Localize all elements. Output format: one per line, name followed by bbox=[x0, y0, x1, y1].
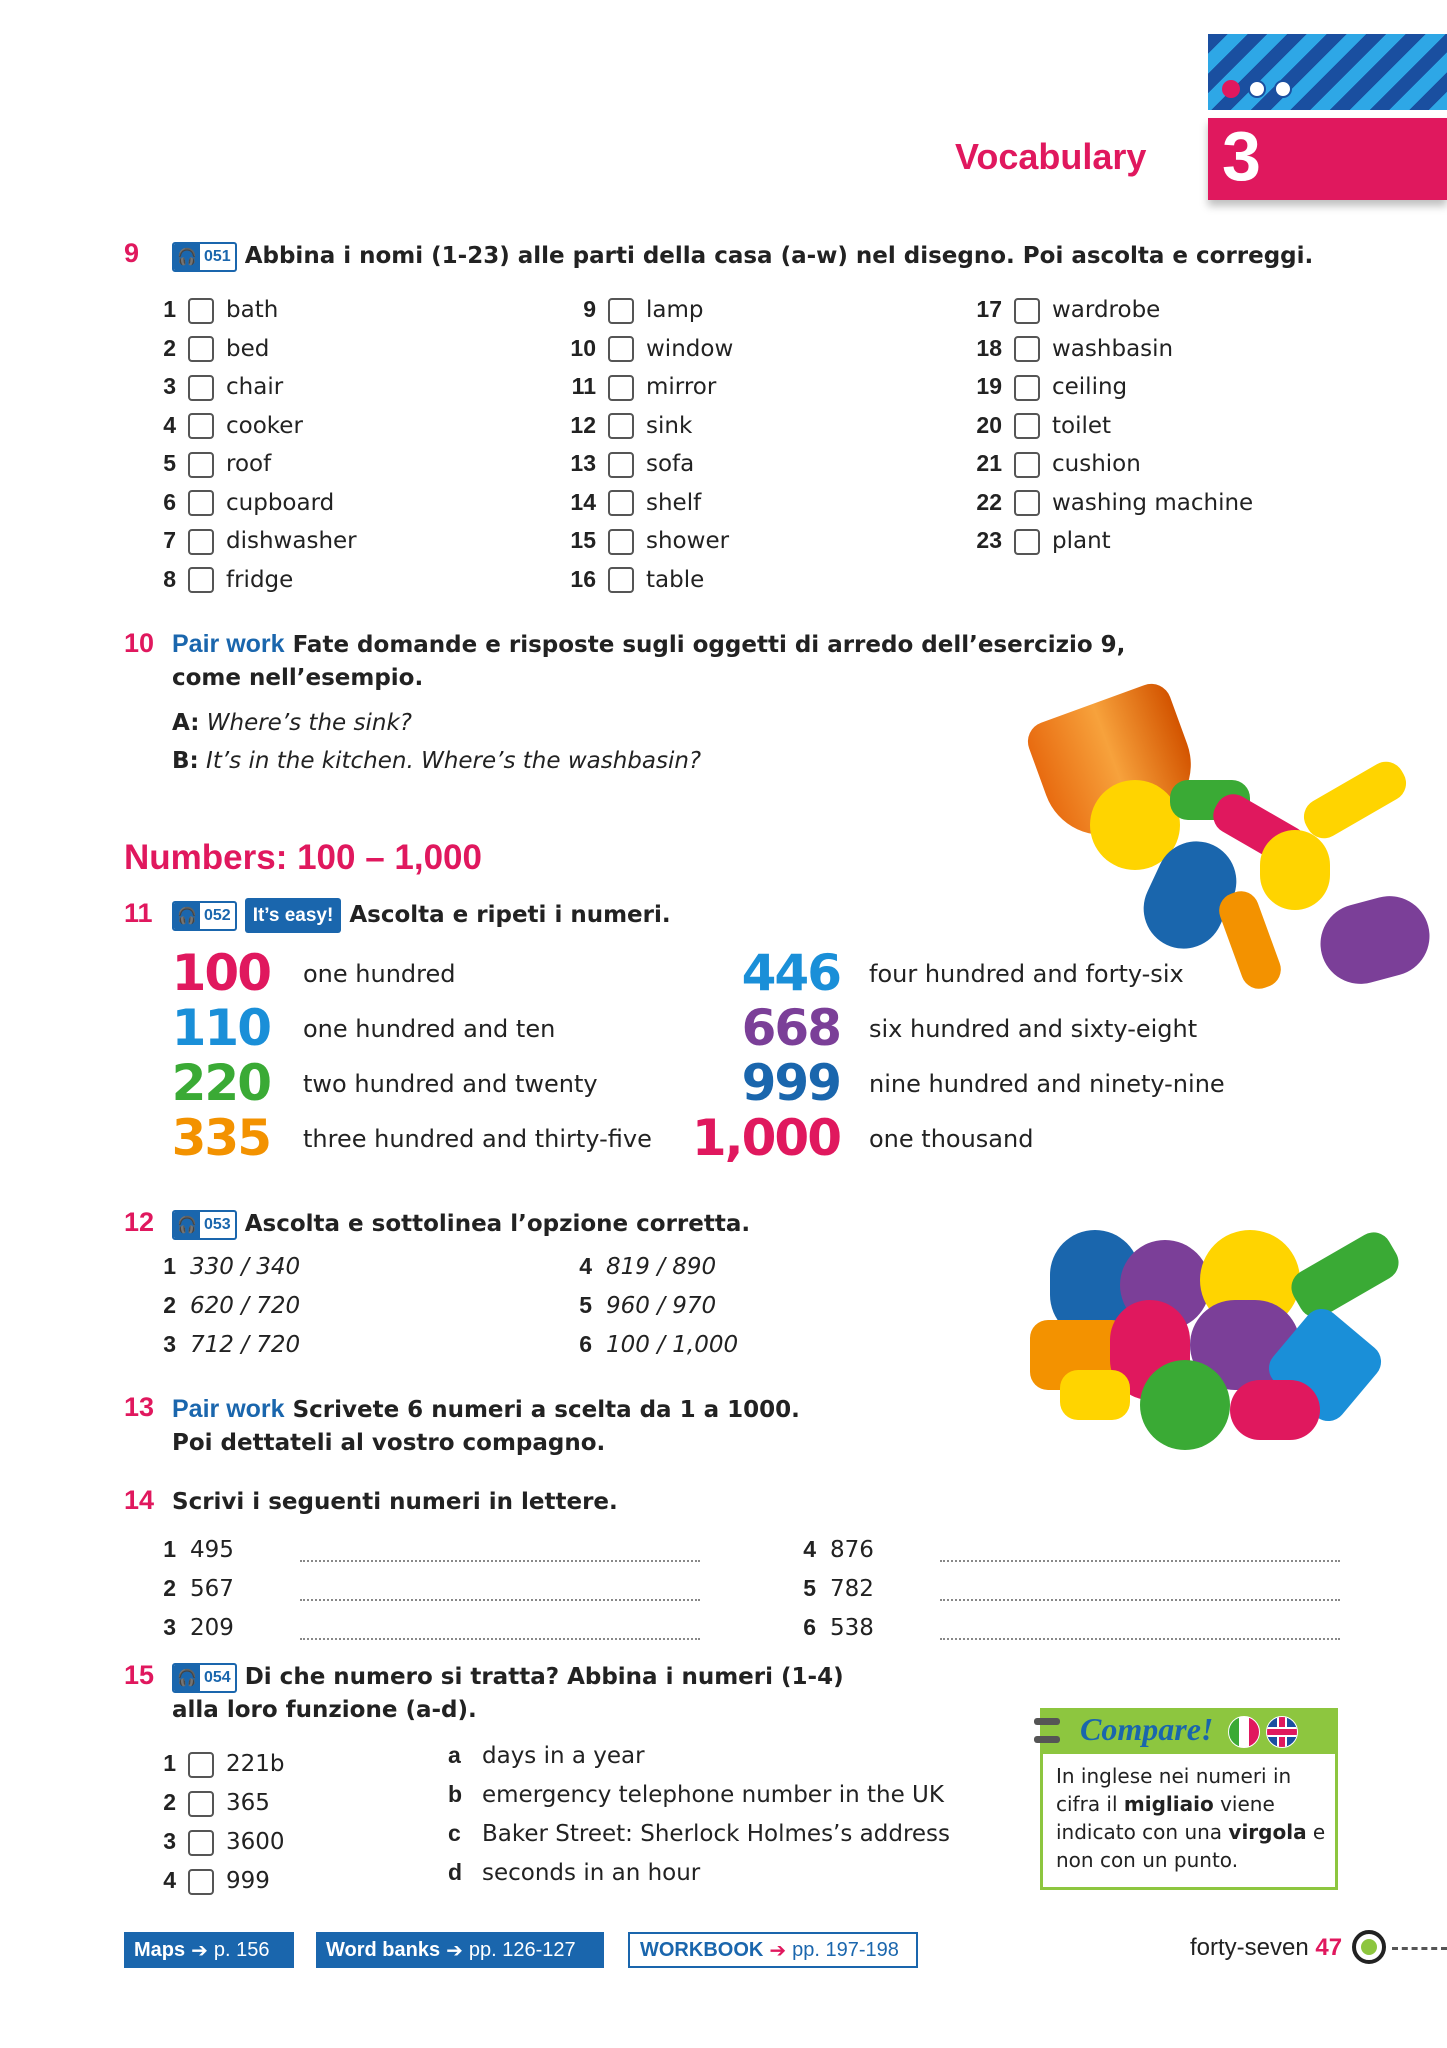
vocab-item: 15 shower bbox=[570, 527, 730, 554]
audio-track-button[interactable]: 🎧 052 bbox=[172, 901, 237, 931]
audio-track-button[interactable]: 🎧 054 bbox=[172, 1663, 237, 1693]
its-easy-badge: It’s easy! bbox=[245, 898, 342, 933]
maps-link[interactable]: Maps ➔ p. 156 bbox=[124, 1932, 294, 1968]
answer-checkbox[interactable] bbox=[1014, 452, 1040, 478]
headphones-icon: 🎧 bbox=[174, 1665, 200, 1691]
headphones-icon: 🎧 bbox=[174, 244, 200, 270]
dashed-line bbox=[1392, 1947, 1447, 1950]
audio-track-button[interactable]: 🎧 053 bbox=[172, 1210, 237, 1240]
write-item: 5 782 bbox=[803, 1575, 874, 1602]
vocab-item: 20 toilet bbox=[976, 411, 1112, 439]
match-function: b emergency telephone number in the UK bbox=[448, 1781, 944, 1808]
number-words: two hundred and twenty bbox=[303, 1070, 598, 1098]
section-heading: Numbers: 100 – 1,000 bbox=[124, 838, 482, 877]
answer-line[interactable] bbox=[300, 1560, 700, 1562]
arrow-right-icon: ➔ bbox=[769, 1939, 787, 1962]
dot bbox=[1248, 80, 1266, 98]
big-number: 999 bbox=[741, 1054, 840, 1112]
vocab-item: 16 table bbox=[570, 565, 705, 593]
exercise-instruction: Scrivi i seguenti numeri in lettere. bbox=[172, 1489, 618, 1515]
vocab-item: 6 cupboard bbox=[163, 488, 335, 516]
answer-checkbox[interactable] bbox=[188, 375, 214, 401]
vocab-item: 2 bed bbox=[163, 334, 270, 362]
vocab-item: 23 plant bbox=[976, 527, 1111, 554]
answer-checkbox[interactable] bbox=[608, 567, 634, 593]
match-number: 3 3600 bbox=[163, 1828, 285, 1855]
answer-checkbox[interactable] bbox=[608, 413, 634, 439]
answer-checkbox[interactable] bbox=[188, 1869, 214, 1895]
bucket-of-numbers-image bbox=[1000, 660, 1440, 1000]
progress-dots bbox=[1222, 80, 1292, 98]
target-icon bbox=[1352, 1930, 1386, 1964]
option-pair[interactable]: 330 / 340 bbox=[190, 1254, 301, 1280]
vocab-item: 7 dishwasher bbox=[163, 527, 357, 554]
answer-line[interactable] bbox=[300, 1638, 700, 1640]
number-words: one thousand bbox=[869, 1125, 1034, 1153]
option-item: 6 100 / 1,000 bbox=[579, 1331, 739, 1358]
exercise-instruction: 🎧 054 Di che numero si tratta? Abbina i numeri (1-4) alla loro funzione (a-d). bbox=[172, 1664, 844, 1723]
big-number: 100 bbox=[171, 944, 270, 1002]
exercise-instruction: Pair work Scrivete 6 numeri a scelta da 1 a 1000. Poi dettateli al vostro compagno. bbox=[172, 1395, 800, 1456]
match-number: 2 365 bbox=[163, 1789, 270, 1816]
exercise-number: 11 bbox=[124, 898, 153, 928]
answer-checkbox[interactable] bbox=[1014, 375, 1040, 401]
write-item: 3 209 bbox=[163, 1614, 234, 1641]
exercise-instruction: 🎧 051 Abbina i nomi (1-23) alle parti della casa (a-w) nel disegno. Poi ascolta e correggi. bbox=[172, 240, 1313, 273]
section-title: Vocabulary bbox=[955, 136, 1147, 177]
exercise-number: 9 bbox=[124, 238, 140, 268]
arrow-right-icon: ➔ bbox=[446, 1939, 463, 1962]
answer-line[interactable] bbox=[940, 1599, 1340, 1601]
answer-line[interactable] bbox=[300, 1599, 700, 1601]
compare-text: In inglese nei numeri in cifra il migliaio viene indicato con una virgola e non con un punto. bbox=[1056, 1764, 1326, 1872]
big-number: 1,000 bbox=[691, 1109, 840, 1167]
vocab-item: 8 fridge bbox=[163, 565, 294, 593]
page-number: forty-seven 47 bbox=[1190, 1934, 1343, 1961]
exercise-instruction: 🎧 053 Ascolta e sottolinea l’opzione corretta. bbox=[172, 1208, 750, 1241]
italy-flag-icon bbox=[1228, 1716, 1260, 1752]
answer-checkbox[interactable] bbox=[188, 413, 214, 439]
exercise-number: 10 bbox=[124, 628, 155, 658]
answer-checkbox[interactable] bbox=[188, 1830, 214, 1856]
match-number: 1 221b bbox=[163, 1750, 285, 1777]
option-pair[interactable]: 819 / 890 bbox=[606, 1254, 717, 1280]
dialogue-line: B: It’s in the kitchen. Where’s the washbasin? bbox=[172, 748, 702, 774]
vocab-item: 18 washbasin bbox=[976, 334, 1174, 362]
write-item: 1 495 bbox=[163, 1536, 234, 1563]
number-words: four hundred and forty-six bbox=[869, 960, 1184, 988]
answer-line[interactable] bbox=[940, 1560, 1340, 1562]
answer-checkbox[interactable] bbox=[188, 336, 214, 362]
compare-title: Compare! bbox=[1080, 1711, 1214, 1747]
answer-checkbox[interactable] bbox=[1014, 336, 1040, 362]
answer-checkbox[interactable] bbox=[1014, 413, 1040, 439]
big-number: 335 bbox=[171, 1109, 270, 1167]
vocab-item: 22 washing machine bbox=[976, 488, 1254, 516]
word-banks-link[interactable]: Word banks ➔ pp. 126-127 bbox=[316, 1932, 604, 1968]
answer-checkbox[interactable] bbox=[1014, 529, 1040, 555]
exercise-instruction: Pair work Fate domande e risposte sugli oggetti di arredo dell’esercizio 9, come nell’esempio. bbox=[172, 630, 1126, 691]
vocab-item: 14 shelf bbox=[570, 488, 702, 516]
answer-checkbox[interactable] bbox=[1014, 490, 1040, 516]
answer-checkbox[interactable] bbox=[188, 490, 214, 516]
number-words: one hundred and ten bbox=[303, 1015, 556, 1043]
answer-checkbox[interactable] bbox=[188, 298, 214, 324]
option-item: 2 620 / 720 bbox=[163, 1292, 301, 1319]
write-item: 4 876 bbox=[803, 1536, 874, 1563]
answer-checkbox[interactable] bbox=[188, 529, 214, 555]
answer-checkbox[interactable] bbox=[1014, 298, 1040, 324]
option-pair[interactable]: 620 / 720 bbox=[190, 1293, 301, 1319]
option-item: 3 712 / 720 bbox=[163, 1331, 301, 1358]
big-number: 220 bbox=[171, 1054, 270, 1112]
big-number: 110 bbox=[171, 999, 270, 1057]
exercise-number: 14 bbox=[124, 1485, 155, 1515]
match-number: 4 999 bbox=[163, 1867, 270, 1894]
big-number: 668 bbox=[741, 999, 840, 1057]
vocab-item: 1 bath bbox=[163, 296, 279, 323]
vocab-item: 4 cooker bbox=[163, 411, 303, 439]
vocab-item: 17 wardrobe bbox=[976, 296, 1161, 323]
headphones-icon: 🎧 bbox=[174, 1212, 200, 1238]
vocab-item: 11 mirror bbox=[571, 373, 717, 400]
binder-clip-icon bbox=[1030, 1714, 1066, 1748]
vocab-item: 19 ceiling bbox=[976, 373, 1128, 400]
exercise-instruction: 🎧 052 It’s easy! Ascolta e ripeti i numeri. bbox=[172, 898, 671, 933]
exercise-number: 13 bbox=[124, 1392, 155, 1422]
answer-checkbox[interactable] bbox=[188, 452, 214, 478]
write-item: 2 567 bbox=[163, 1575, 234, 1602]
headphones-icon: 🎧 bbox=[174, 903, 200, 929]
dialogue-line: A: Where’s the sink? bbox=[172, 710, 412, 736]
dot bbox=[1274, 80, 1292, 98]
big-number: 446 bbox=[741, 944, 840, 1002]
vocab-item: 3 chair bbox=[163, 373, 284, 400]
option-pair[interactable]: 100 / 1,000 bbox=[606, 1332, 739, 1358]
answer-checkbox[interactable] bbox=[608, 452, 634, 478]
number-words: six hundred and sixty-eight bbox=[869, 1015, 1198, 1043]
pile-of-numbers-image bbox=[1030, 1210, 1430, 1450]
match-function: a days in a year bbox=[448, 1742, 645, 1769]
option-pair[interactable]: 960 / 970 bbox=[606, 1293, 717, 1319]
match-function: d seconds in an hour bbox=[448, 1859, 701, 1886]
vocab-item: 12 sink bbox=[570, 411, 693, 439]
header-stripes bbox=[1208, 34, 1447, 110]
number-words: one hundred bbox=[303, 960, 456, 988]
option-item: 5 960 / 970 bbox=[579, 1292, 717, 1319]
vocab-item: 9 lamp bbox=[583, 296, 704, 323]
answer-checkbox[interactable] bbox=[188, 567, 214, 593]
arrow-right-icon: ➔ bbox=[191, 1939, 208, 1962]
vocab-item: 21 cushion bbox=[976, 450, 1141, 477]
number-words: three hundred and thirty-five bbox=[303, 1125, 652, 1153]
dot bbox=[1222, 80, 1240, 98]
unit-number: 3 bbox=[1222, 117, 1261, 195]
write-item: 6 538 bbox=[803, 1614, 874, 1641]
answer-checkbox[interactable] bbox=[188, 1752, 214, 1778]
answer-checkbox[interactable] bbox=[608, 375, 634, 401]
option-item: 4 819 / 890 bbox=[579, 1253, 717, 1280]
answer-checkbox[interactable] bbox=[608, 529, 634, 555]
workbook-link[interactable]: WORKBOOK ➔ pp. 197-198 bbox=[628, 1932, 918, 1968]
answer-checkbox[interactable] bbox=[608, 490, 634, 516]
exercise-number: 12 bbox=[124, 1207, 155, 1237]
vocab-item: 5 roof bbox=[163, 450, 272, 477]
answer-checkbox[interactable] bbox=[608, 298, 634, 324]
answer-checkbox[interactable] bbox=[188, 1791, 214, 1817]
answer-checkbox[interactable] bbox=[608, 336, 634, 362]
vocab-item: 10 window bbox=[570, 334, 734, 362]
audio-track-button[interactable]: 🎧 051 bbox=[172, 242, 237, 272]
number-words: nine hundred and ninety-nine bbox=[869, 1070, 1225, 1098]
match-function: c Baker Street: Sherlock Holmes’s address bbox=[448, 1820, 951, 1847]
option-pair[interactable]: 712 / 720 bbox=[190, 1332, 301, 1358]
vocab-item: 13 sofa bbox=[570, 450, 695, 477]
answer-line[interactable] bbox=[940, 1638, 1340, 1640]
option-item: 1 330 / 340 bbox=[163, 1253, 301, 1280]
exercise-number: 15 bbox=[124, 1660, 155, 1690]
uk-flag-icon bbox=[1266, 1716, 1298, 1752]
